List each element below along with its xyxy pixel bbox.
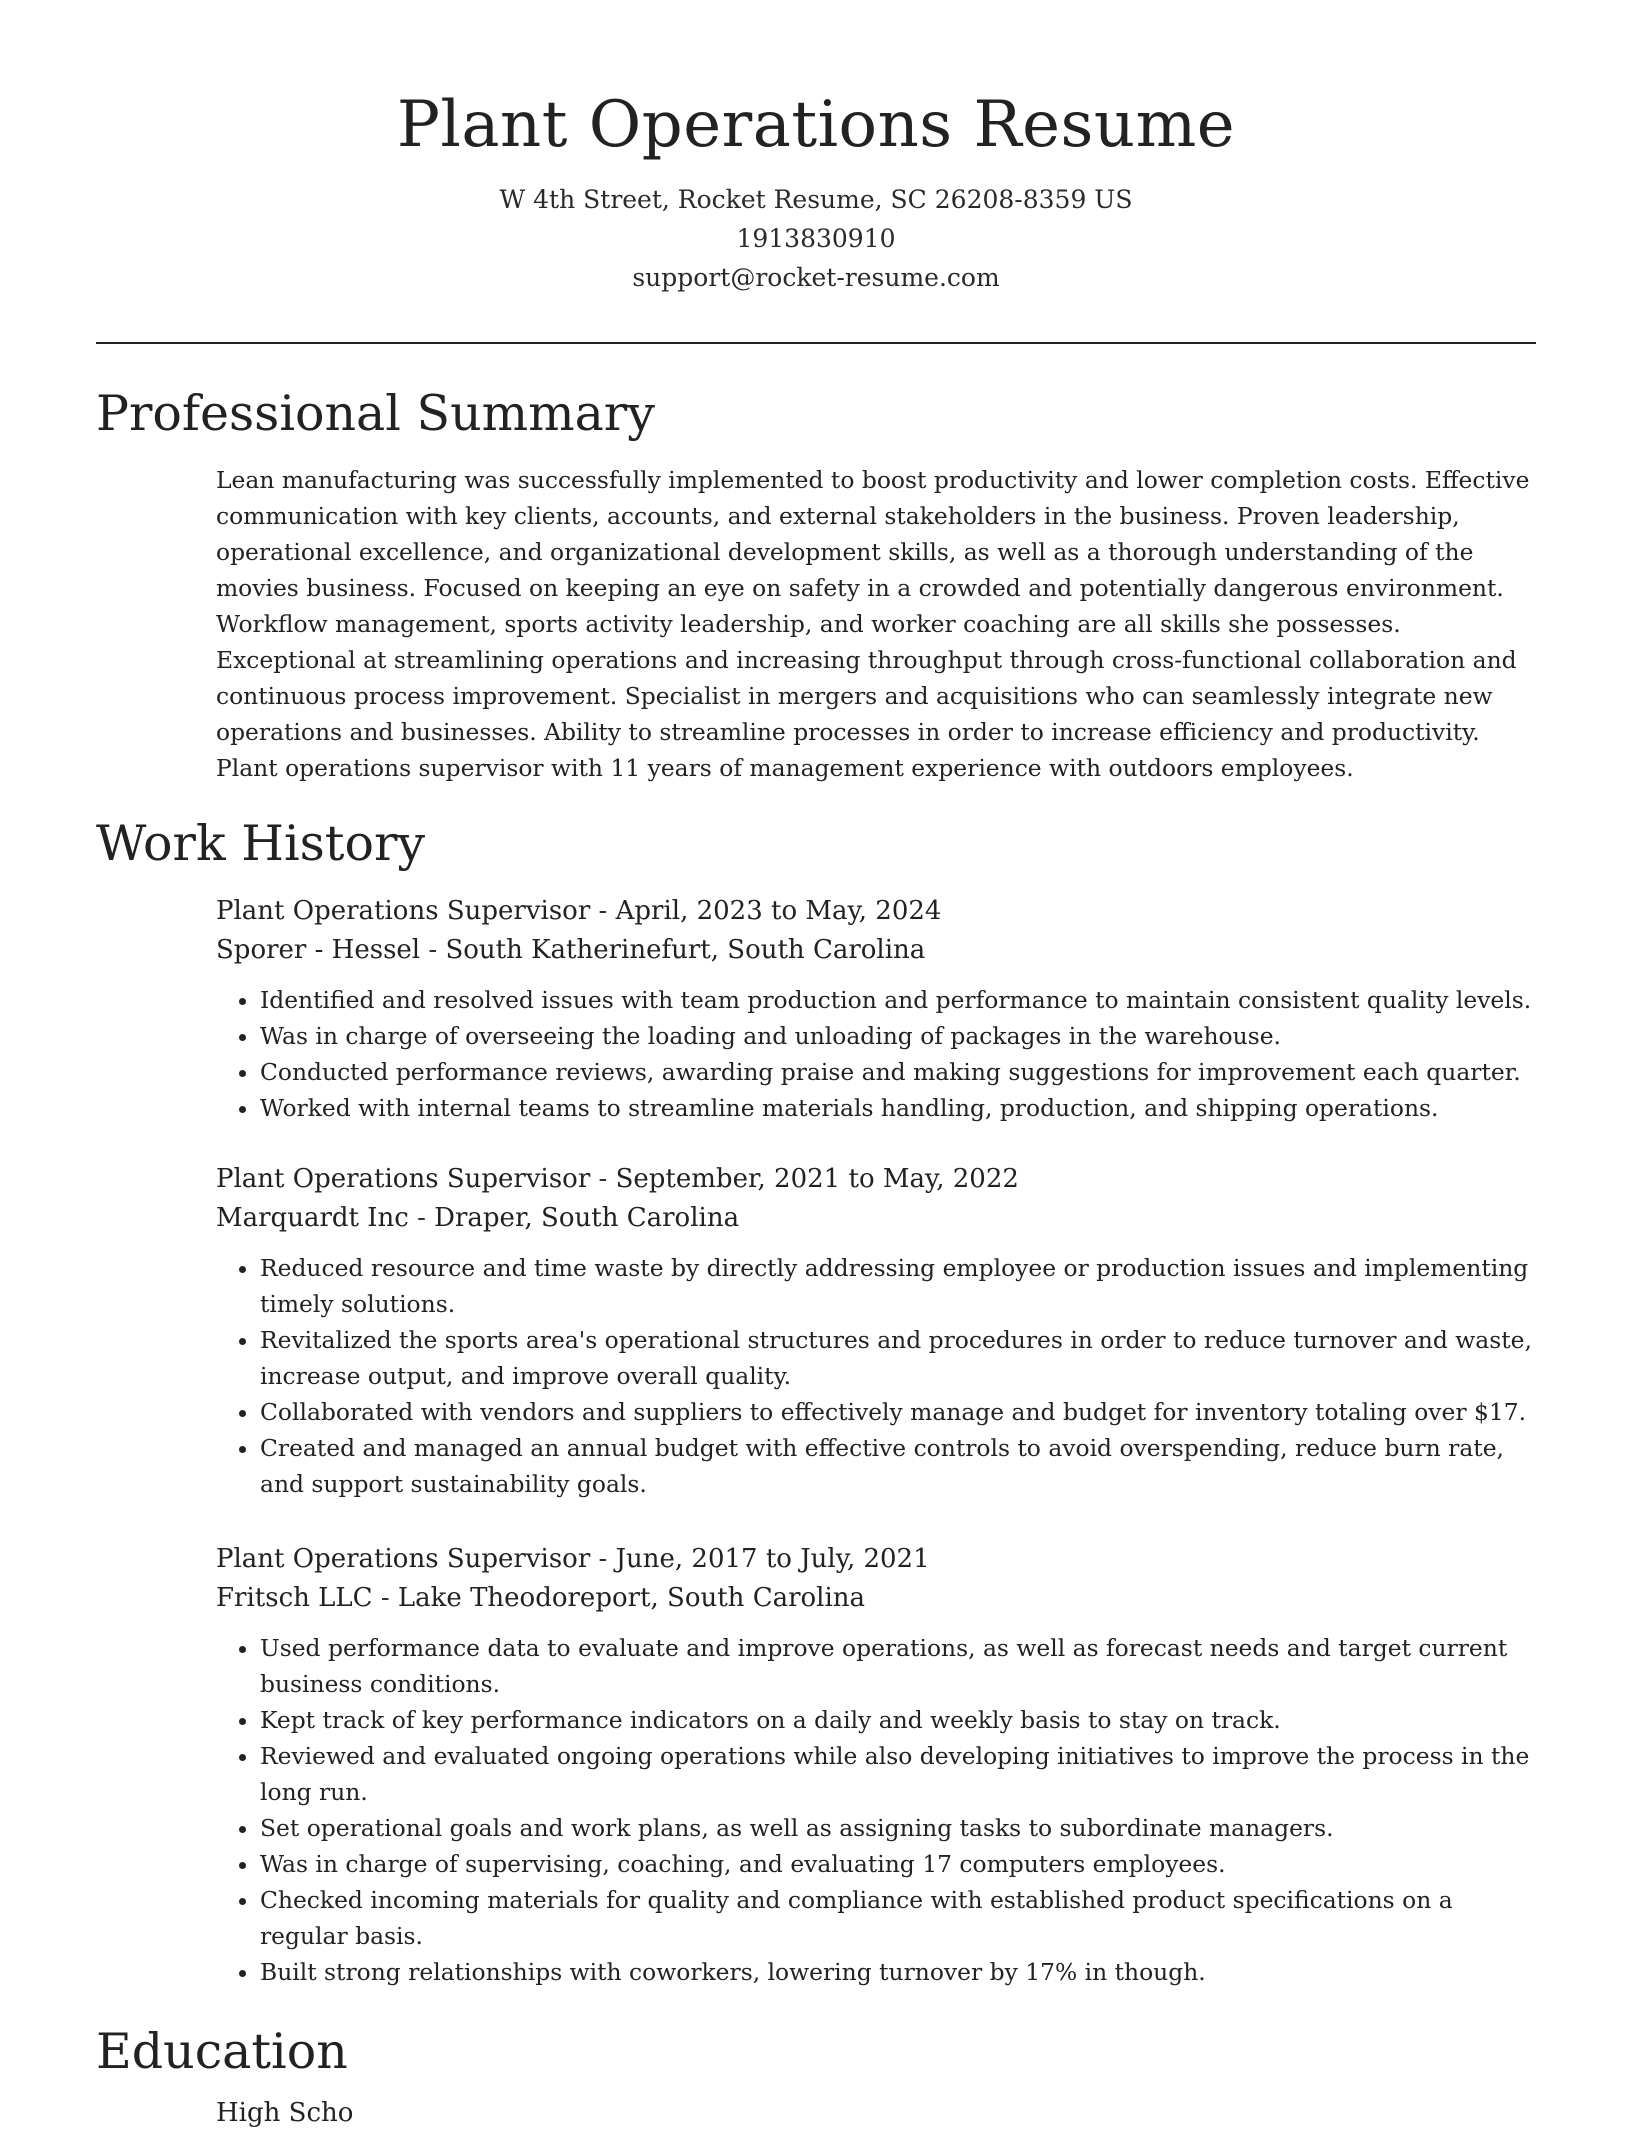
resume-header [96,80,1536,297]
list-item: • Built strong relationships with coworkers, lowering turnover by 17% in though. [260,1954,1536,1990]
job-dates: June, 2017 to July, 2021 [615,1544,930,1574]
list-item: • Created and managed an annual budget with effective controls to avoid overspending, reduce burn rate, and support sustainability goals. [260,1430,1536,1502]
job-separator: - [590,1164,616,1194]
job-company-line [216,1199,1536,1238]
job-company: Sporer - Hessel [216,935,421,965]
contact-phone: 1913830910 [736,224,896,253]
job-dates: September, 2021 to May, 2022 [615,1164,1019,1194]
list-item: • Checked incoming materials for quality and compliance with established product specifications on a regular basis. [260,1882,1536,1954]
job-dates: April, 2023 to May, 2024 [615,896,942,926]
job-entry [216,892,1536,1126]
summary-text: Lean manufacturing was successfully implemented to boost productivity and lower completion costs. Effective communication with key clients, accounts, and external stakeholders in the business. Proven leadership, operational excellence, and organizational development skills, as well as a thorough understanding of the movies business. Focused on keeping an eye on safety in a crowded and potentially dangerous environment. Workflow management, sports activity leadership, and worker coaching are all skills she possesses. Exceptional at streamlining operations and increasing throughput through cross-functional collaboration and continuous process improvement. Specialist in mergers and acquisitions who can seamlessly integrate new operations and businesses. Ability to streamline processes in order to increase efficiency and productivity. Plant operations supervisor with 11 years of management experience with outdoors employees. [216,466,1530,782]
job-location: Lake Theodoreport, South Carolina [397,1583,866,1613]
list-item: • Reduced resource and time waste by directly addressing employee or production issues and implementing timely solutions. [260,1250,1536,1322]
job-title: Plant Operations Supervisor [216,1544,591,1574]
list-item: • Worked with internal teams to streamline materials handling, production, and shipping operations. [260,1090,1536,1126]
job-entry [216,1160,1536,1502]
list-item: • Kept track of key performance indicators on a daily and weekly basis to stay on track. [260,1702,1536,1738]
job-separator: - [420,935,446,965]
list-item: • Reviewed and evaluated ongoing operations while also developing initiatives to improve the process in the long run. [260,1738,1536,1810]
list-item: • Collaborated with vendors and suppliers to effectively manage and budget for inventory totaling over $17. [260,1394,1536,1430]
job-entry [216,1540,1536,1990]
contact-email: support@rocket-resume.com [632,263,1000,292]
job-title-line [216,1540,1536,1579]
job-separator: - [590,896,616,926]
list-item: • Revitalized the sports area's operational structures and procedures in order to reduce turnover and waste, increase output, and improve overall quality. [260,1322,1536,1394]
job-company: Fritsch LLC [216,1583,373,1613]
job-bullet-list [216,1630,1536,1990]
section-heading-summary: Professional Summary [96,385,655,442]
job-separator: - [590,1544,616,1574]
list-item: • Identified and resolved issues with team production and performance to maintain consistent quality levels. [260,982,1536,1018]
header-divider [96,342,1536,344]
job-company-line [216,931,1536,970]
job-company-line [216,1579,1536,1618]
list-item: • Conducted performance reviews, awarding praise and making suggestions for improvement each quarter. [260,1054,1536,1090]
list-item: • Used performance data to evaluate and improve operations, as well as forecast needs and target current business conditions. [260,1630,1536,1702]
list-item: • Was in charge of supervising, coaching, and evaluating 17 computers employees. [260,1846,1536,1882]
job-bullet-list [216,982,1536,1126]
list-item: • Was in charge of overseeing the loading and unloading of packages in the warehouse. [260,1018,1536,1054]
section-heading-education: Education [96,2023,348,2080]
job-location: Draper, South Carolina [434,1203,740,1233]
job-company: Marquardt Inc [216,1203,409,1233]
job-title-line [216,1160,1536,1199]
job-title: Plant Operations Supervisor [216,1164,591,1194]
contact-info [96,180,1536,297]
contact-address: W 4th Street, Rocket Resume, SC 26208-8359 US [499,185,1133,214]
resume-title: Plant Operations Resume [396,88,1236,162]
job-separator: - [408,1203,435,1233]
education-entry-partial: High Scho [216,2098,354,2128]
job-separator: - [372,1583,398,1613]
list-item: • Set operational goals and work plans, as well as assigning tasks to subordinate managers. [260,1810,1536,1846]
section-heading-work-history: Work History [96,815,426,872]
job-title-line [216,892,1536,931]
job-bullet-list [216,1250,1536,1502]
job-title: Plant Operations Supervisor [216,896,591,926]
job-location: South Katherinefurt, South Carolina [445,935,926,965]
